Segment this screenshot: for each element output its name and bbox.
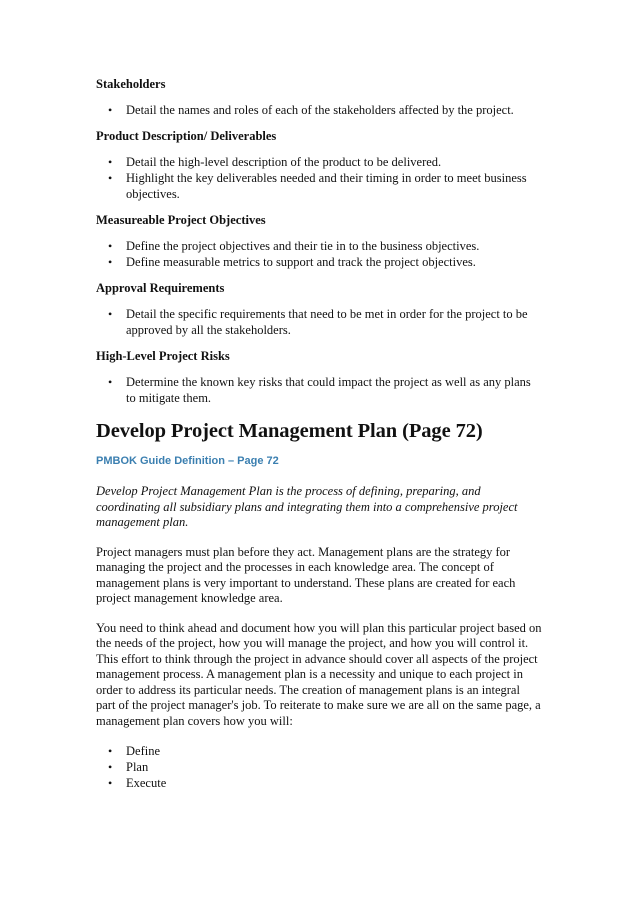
list-item (96, 102, 542, 118)
list-item (96, 775, 542, 791)
section-approval-requirements (96, 280, 542, 338)
list-item (96, 170, 542, 202)
section-heading: Stakeholders (96, 77, 166, 91)
list-item (96, 238, 542, 254)
pmbok-definition-label: PMBOK Guide Definition – Page 72 (96, 455, 279, 467)
section-heading: Approval Requirements (96, 281, 225, 295)
bullet-list (96, 102, 542, 118)
section-heading: Measureable Project Objectives (96, 213, 266, 227)
bullet-glyph: • (108, 744, 113, 758)
list-item-text: Detail the specific requirements that need to be met in order for the project to be approved by all the stakeholders. (126, 307, 528, 337)
list-item-text: Detail the names and roles of each of the stakeholders affected by the project. (126, 103, 514, 117)
list-item-text: Detail the high-level description of the product to be delivered. (126, 155, 442, 169)
section-heading: Product Description/ Deliverables (96, 129, 277, 143)
bullet-list (96, 743, 542, 791)
bullet-glyph: • (108, 776, 113, 790)
list-item-text: Define measurable metrics to support and track the project objectives. (126, 255, 476, 269)
bullet-glyph: • (108, 103, 113, 117)
bullet-glyph: • (108, 255, 113, 269)
list-item-text: Define the project objectives and their tie in to the business objectives. (126, 239, 480, 253)
bullet-glyph: • (108, 375, 113, 389)
definition-paragraph: Develop Project Management Plan is the process of defining, preparing, and coordinating all subsidiary plans and integrating them into a comprehensive project management plan. (96, 484, 518, 529)
list-item-text: Plan (126, 760, 149, 774)
bullet-list (96, 154, 542, 202)
section-stakeholders (96, 76, 542, 118)
bullet-list (96, 238, 542, 270)
list-item (96, 743, 542, 759)
list-item (96, 306, 542, 338)
page-content (96, 76, 542, 801)
bullet-glyph: • (108, 239, 113, 253)
list-item (96, 759, 542, 775)
bullet-glyph: • (108, 171, 113, 185)
list-item-text: Determine the known key risks that could impact the project as well as any plans to mitigate them. (126, 375, 531, 405)
bullet-glyph: • (108, 760, 113, 774)
list-item-text: Define (126, 744, 161, 758)
list-item (96, 254, 542, 270)
bullet-glyph: • (108, 307, 113, 321)
section-project-objectives (96, 212, 542, 270)
list-item-text: Highlight the key deliverables needed and their timing in order to meet business objectives. (126, 171, 527, 201)
body-paragraph: You need to think ahead and document how you will plan this particular project based on the needs of the project, how you will manage the project, and how you will control it. This effort to think through the project in advance should cover all aspects of the project management process. A management plan is a necessity and unique to each project in order to address its particular needs. The creation of management plans is an integral part of the project manager's job. To reiterate to make sure we are all on the same page, a management plan covers how you will: (96, 620, 542, 728)
section-heading: High-Level Project Risks (96, 349, 230, 363)
list-item (96, 154, 542, 170)
section-project-risks (96, 348, 542, 406)
list-item (96, 374, 542, 406)
bullet-list (96, 306, 542, 338)
list-item-text: Execute (126, 776, 167, 790)
bullet-list (96, 374, 542, 406)
section-product-description (96, 128, 542, 202)
bullet-glyph: • (108, 155, 113, 169)
main-heading: Develop Project Management Plan (Page 72) (96, 420, 483, 442)
body-paragraph: Project managers must plan before they act. Management plans are the strategy for managing the project and the processes in each knowledge area. The concept of management plans is very important to understand. These plans are created for each project management knowledge area. (96, 544, 516, 605)
